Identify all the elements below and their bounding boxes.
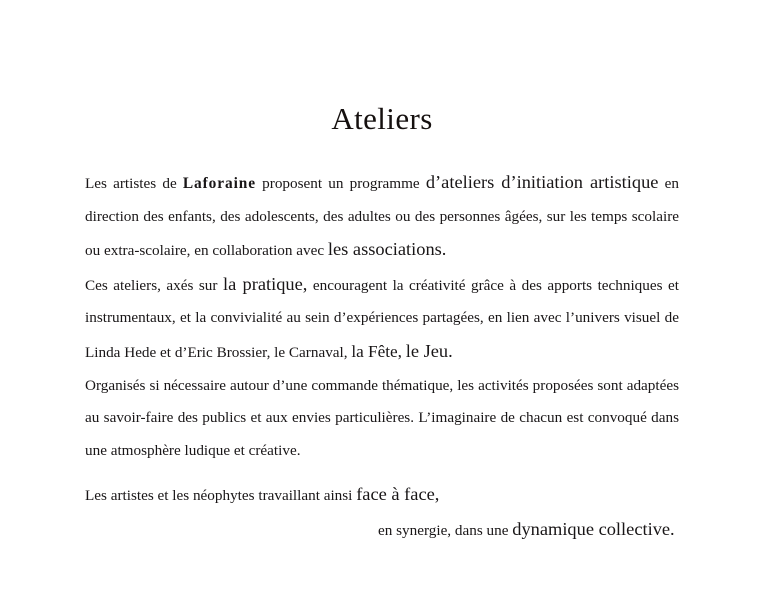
emphasized-text-run: la pratique, xyxy=(222,273,308,294)
closing-line-1 xyxy=(85,478,679,513)
text-run: Les artistes de xyxy=(85,175,183,192)
page-title: Ateliers xyxy=(331,100,433,136)
text-run: en synergie, dans une xyxy=(378,521,513,539)
text-run: en direction des enfants, des adolescents, des adultes ou des personnes âgées, sur les temps scolaire ou extra-scolaire, en collaboration avec xyxy=(85,175,679,260)
text-run: encouragent la créativité grâce à des apports techniques et instrumentaux, et la convivialité au sein d’expériences partagées, en lien avec l’univers visuel de Linda Hede et d’Eric Brossier, le Carnaval, xyxy=(85,276,679,361)
document-body xyxy=(85,166,679,467)
text-run: Les artistes et les néophytes travaillant ainsi xyxy=(85,487,357,504)
emphasized-text-run: la Fête, xyxy=(351,341,402,361)
paragraph-intro xyxy=(85,166,679,268)
emphasized-text-run: dynamique collective. xyxy=(512,518,675,539)
text-run: proposent un programme xyxy=(255,175,426,192)
closing-line-2 xyxy=(85,513,679,548)
text-run: Organisés si nécessaire autour d’une commande thématique, les activités proposées sont adaptées au savoir-faire des publics et aux envies particulières. L’imaginaire de chacun est convoqué dans une atmosphère ludique et créative. xyxy=(85,376,679,459)
emphasized-text-run: les associations. xyxy=(327,239,447,260)
paragraph-organisation xyxy=(85,370,679,468)
emphasized-text-run: le Jeu. xyxy=(405,340,453,361)
emphasized-text-run: Laforaine xyxy=(182,175,256,192)
emphasized-text-run: face à face, xyxy=(356,484,440,504)
paragraph-approach xyxy=(85,268,679,370)
emphasized-text-run: d’ateliers d’initiation artistique xyxy=(425,172,659,192)
text-run: Ces ateliers, axés sur xyxy=(85,276,223,294)
document-closing xyxy=(85,478,679,547)
